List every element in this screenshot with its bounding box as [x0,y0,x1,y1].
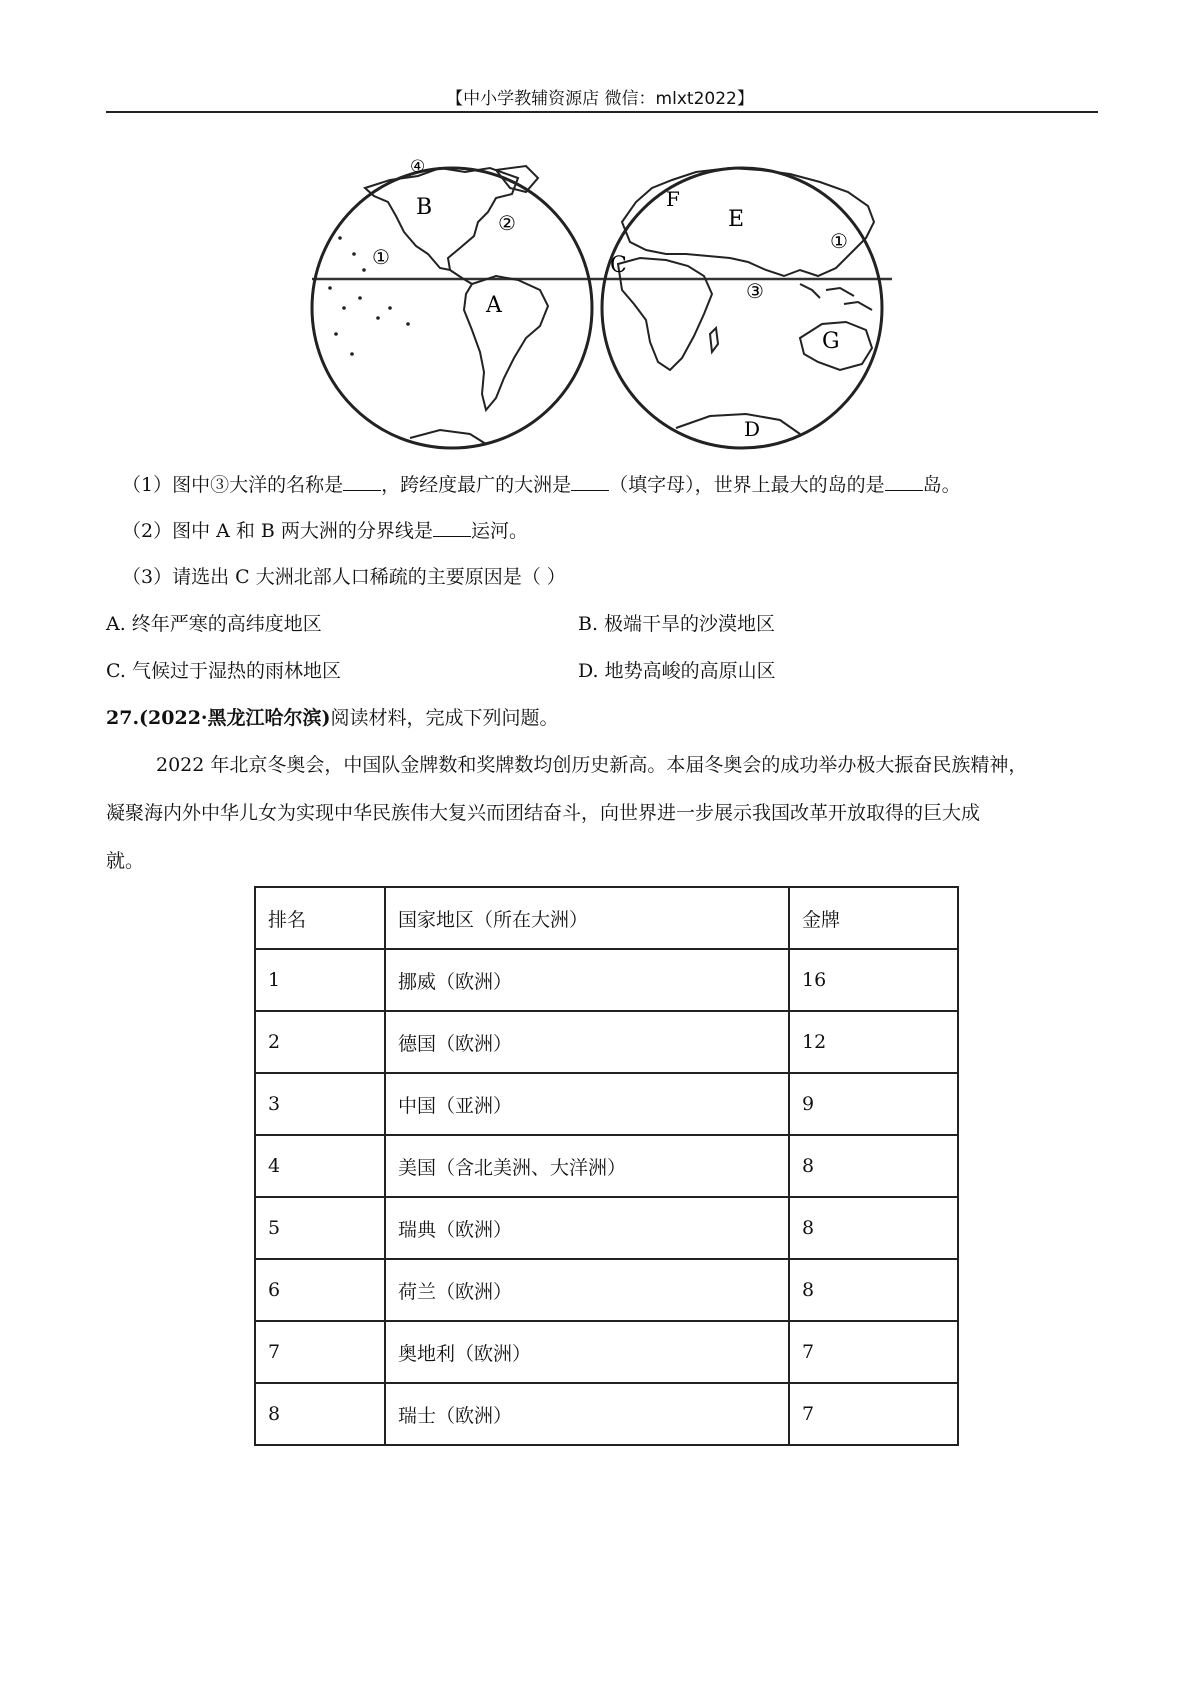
table-header-row [255,887,958,949]
table-cell: 7 [789,1383,958,1445]
table-cell: 奥地利（欧洲） [385,1321,789,1383]
answer-blank[interactable] [885,474,923,491]
label-atlantic-ocean: ② [498,211,516,235]
option-a[interactable]: A. 终年严寒的高纬度地区 [106,613,322,635]
table-row [255,1197,958,1259]
map-svg [300,158,900,458]
table-cell: 12 [789,1011,958,1073]
table-cell: 1 [255,949,385,1011]
material-paragraph-line-2: 凝聚海内外中华儿女为实现中华民族伟大复兴而团结奋斗，向世界进一步展示我国改革开放取得的巨大成 [106,802,981,824]
label-continent-e: E [728,207,745,232]
question-27-number: 27.(2022·黑龙江哈尔滨) [106,707,331,729]
label-continent-a: A [486,293,502,318]
antarctica-outline [676,414,800,434]
header-rule [106,111,1098,113]
table-row [255,1073,958,1135]
material-paragraph-line-3: 就。 [106,850,145,872]
question-1: （1）图中③大洋的名称是 ，跨经度最广的大洲是 （填字母），世界上最大的岛的是 岛。 [122,474,961,496]
question-2: （2）图中 A 和 B 两大洲的分界线是 运河。 [122,520,528,542]
label-continent-d: D [744,417,761,441]
answer-blank[interactable] [343,474,381,491]
table-header-cell: 排名 [255,887,385,949]
table-cell: 7 [789,1321,958,1383]
page-header: 【中小学教辅资源店 微信：mlxt2022】 [446,89,754,109]
table-cell: 16 [789,949,958,1011]
table-cell: 9 [789,1073,958,1135]
table-cell: 6 [255,1259,385,1321]
table-cell: 8 [255,1383,385,1445]
table-header-cell: 金牌 [789,887,958,949]
table-cell: 7 [255,1321,385,1383]
option-d[interactable]: D. 地势高峻的高原山区 [578,660,776,682]
table-cell: 瑞士（欧洲） [385,1383,789,1445]
table-cell: 3 [255,1073,385,1135]
label-continent-f: F [666,187,680,211]
question-27-heading [106,705,559,731]
eastern-hemisphere [602,168,882,448]
table-cell: 2 [255,1011,385,1073]
table-cell: 4 [255,1135,385,1197]
answer-blank[interactable] [433,520,471,537]
medal-ranking-table [254,886,959,1446]
question-3: （3）请选出 C 大洲北部人口稀疏的主要原因是（ ） [122,566,566,588]
table-row [255,1135,958,1197]
answer-blank[interactable] [571,474,609,491]
table-cell: 中国（亚洲） [385,1073,789,1135]
material-paragraph-line-1: 2022 年北京冬奥会，中国队金牌数和奖牌数均创历史新高。本届冬奥会的成功举办极大振奋民族精神， [156,754,1028,776]
label-continent-c: C [610,253,627,278]
label-pacific-ocean-east: ① [830,229,848,253]
option-c[interactable]: C. 气候过于湿热的雨林地区 [106,660,341,682]
western-hemisphere [312,158,592,448]
africa-outline [618,258,712,370]
table-cell: 挪威（欧洲） [385,949,789,1011]
label-continent-g: G [822,329,840,354]
table-row [255,1259,958,1321]
table-cell: 荷兰（欧洲） [385,1259,789,1321]
table-cell: 美国（含北美洲、大洋洲） [385,1135,789,1197]
table-cell: 5 [255,1197,385,1259]
label-indian-ocean: ③ [746,279,764,303]
world-hemispheres-map [300,158,900,458]
table-cell: 瑞典（欧洲） [385,1197,789,1259]
table-cell: 8 [789,1259,958,1321]
table-cell: 8 [789,1135,958,1197]
label-continent-b: B [416,195,433,220]
table-cell: 8 [789,1197,958,1259]
question-27-instruction: 阅读材料，完成下列问题。 [330,707,559,729]
option-b[interactable]: B. 极端干旱的沙漠地区 [578,613,776,635]
table-row [255,949,958,1011]
label-pacific-ocean-west: ① [372,245,390,269]
table-row [255,1011,958,1073]
table-row [255,1383,958,1445]
south-america-outline [464,276,548,410]
table-row [255,1321,958,1383]
table-cell: 德国（欧洲） [385,1011,789,1073]
label-arctic-ocean: ④ [410,158,426,177]
table-header-cell: 国家地区（所在大洲） [385,887,789,949]
